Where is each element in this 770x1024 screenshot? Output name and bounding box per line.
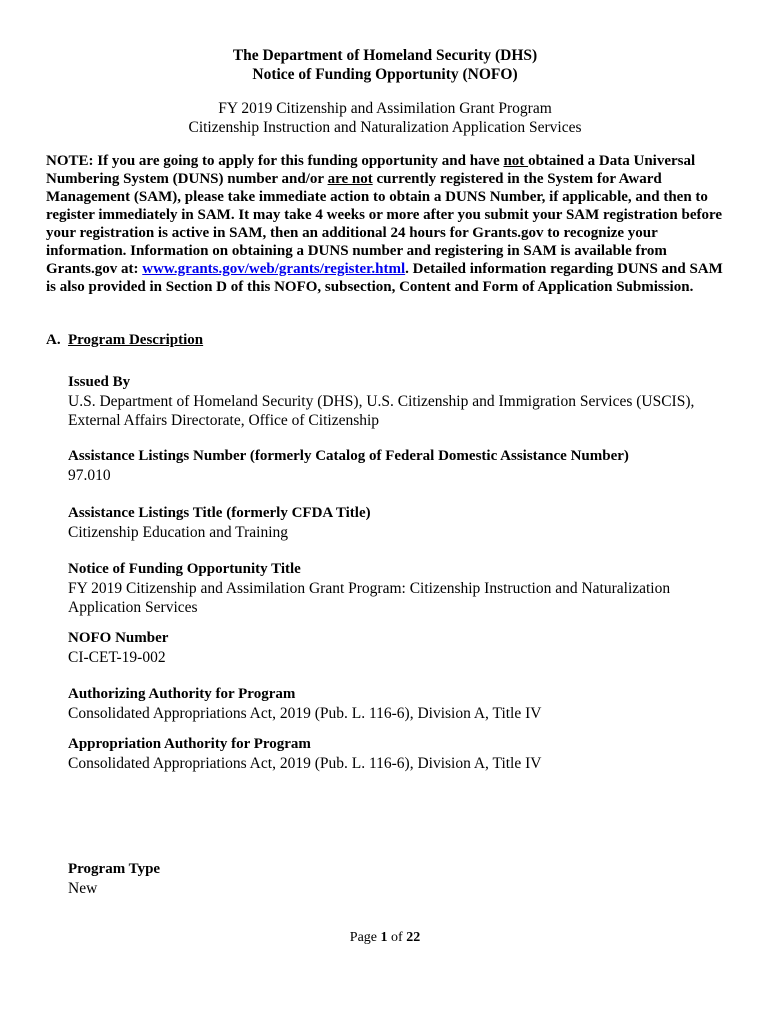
document-title [0, 46, 770, 84]
field-label: NOFO Number [68, 630, 169, 646]
note-text-2: obtained a Data Universal Numbering System (DUNS) number and/or [46, 153, 696, 187]
subtitle-program: FY 2019 Citizenship and Assimilation Grant Program [218, 100, 552, 117]
field-appropriation-authority [68, 735, 718, 773]
title-agency: The Department of Homeland Security (DHS) [232, 47, 538, 64]
field-value: U.S. Department of Homeland Security (DHS), U.S. Citizenship and Immigration Services (USCIS), External Affairs Directorate, Office of Citizenship [68, 393, 695, 429]
field-value: Citizenship Education and Training [68, 524, 288, 541]
field-label: Assistance Listings Number (formerly Catalog of Federal Domestic Assistance Number) [68, 448, 629, 464]
grants-register-link[interactable]: www.grants.gov/web/grants/register.html [142, 261, 406, 277]
note-text-1: NOTE: If you are going to apply for this funding opportunity and have [46, 153, 504, 169]
title-nofo: Notice of Funding Opportunity (NOFO) [252, 66, 518, 83]
section-title: Program Description [68, 332, 204, 348]
page-word: Page [349, 930, 378, 945]
field-value: Consolidated Appropriations Act, 2019 (Pub. L. 116-6), Division A, Title IV [68, 705, 542, 722]
field-label: Issued By [68, 374, 131, 390]
note-emphasis-not: not [503, 153, 529, 169]
field-authorizing-authority [68, 685, 718, 723]
note-emphasis-are-not: are not [327, 171, 373, 187]
page-total: 22 [406, 930, 421, 945]
section-letter: A. [46, 332, 61, 348]
page-current: 1 [380, 930, 388, 945]
field-label: Appropriation Authority for Program [68, 736, 311, 752]
field-assistance-title [68, 504, 718, 542]
of-word: of [391, 930, 403, 945]
field-label: Authorizing Authority for Program [68, 686, 296, 702]
page-number [0, 930, 770, 946]
field-value: Consolidated Appropriations Act, 2019 (Pub. L. 116-6), Division A, Title IV [68, 755, 542, 772]
field-value: CI-CET-19-002 [68, 649, 166, 666]
document-subtitle [0, 99, 770, 137]
field-value: 97.010 [68, 467, 111, 484]
field-value: New [68, 880, 98, 897]
field-program-type [68, 860, 718, 898]
field-label: Program Type [68, 861, 161, 877]
note-text-3: currently registered in the System for Award Management (SAM), please take immediate action to obtain a DUNS Number, if applicable, and then to register immediately in SAM. It may take 4 weeks or more after you submit your SAM registration before your registration is active in SAM, then an additional 24 hours for Grants.gov to recognize your information. Information on obtaining a DUNS number and registering in SAM is available from Grants.gov at: [46, 171, 723, 277]
field-value: FY 2019 Citizenship and Assimilation Grant Program: Citizenship Instruction and Naturalization Application Services [68, 580, 671, 616]
duns-sam-note [46, 152, 736, 296]
field-nofo-number [68, 629, 718, 667]
field-label: Notice of Funding Opportunity Title [68, 561, 301, 577]
field-label: Assistance Listings Title (formerly CFDA Title) [68, 505, 371, 521]
section-a-heading [46, 331, 203, 349]
subtitle-services: Citizenship Instruction and Naturalization Application Services [188, 119, 582, 136]
field-nofo-title [68, 560, 718, 617]
note-text-4: . Detailed information regarding DUNS and SAM is also provided in Section D of this NOFO, subsection, Content and Form of Application Submission. [46, 261, 723, 295]
field-assistance-number [68, 447, 718, 485]
field-issued-by [68, 373, 718, 430]
